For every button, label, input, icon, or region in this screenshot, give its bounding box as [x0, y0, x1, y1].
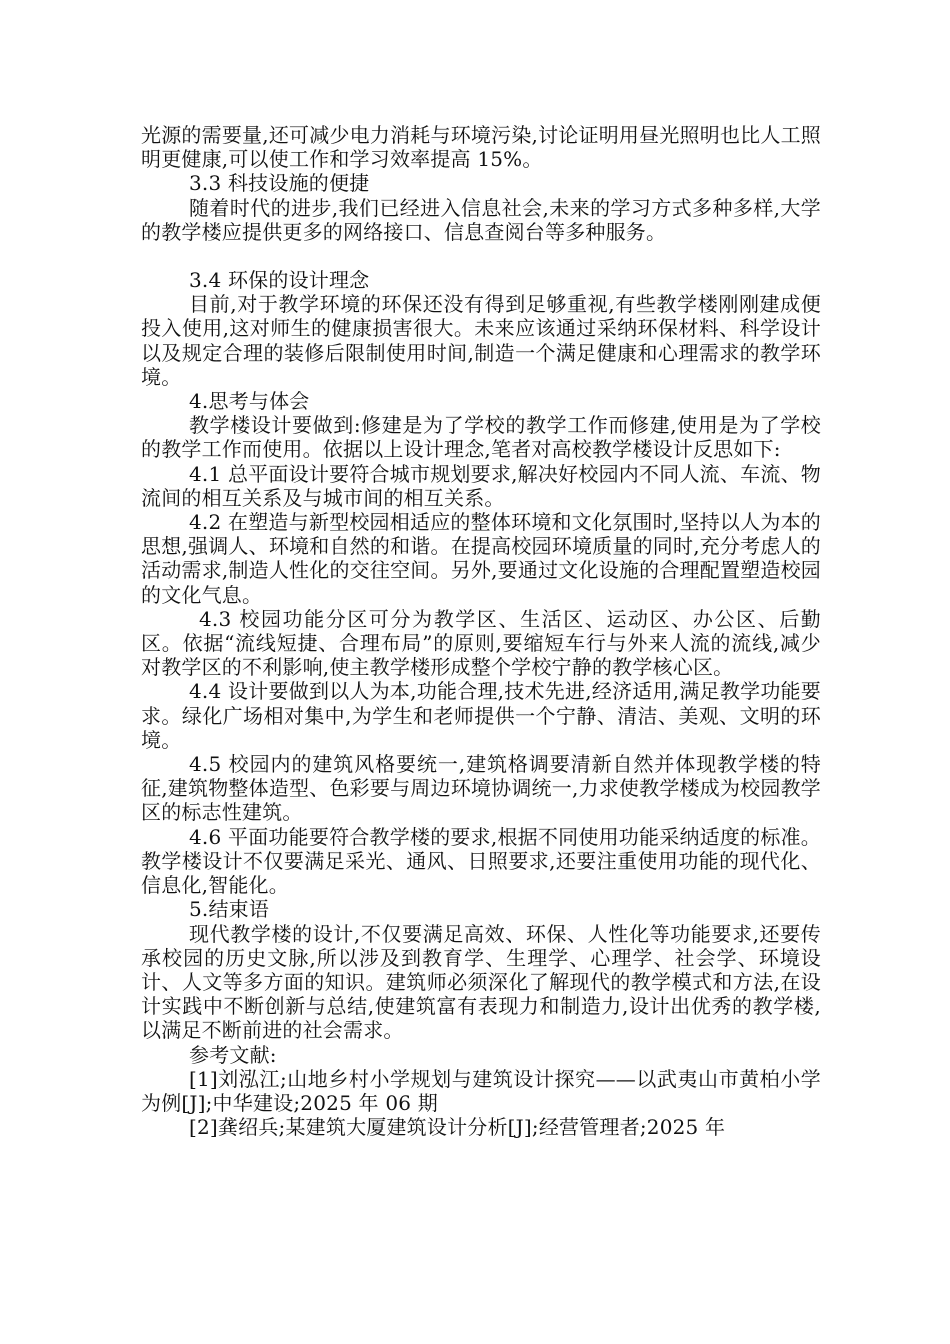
- section-heading-3-4: 3.4 环保的设计理念: [189, 268, 370, 293]
- paragraph-daylight-continuation: 光源的需要量,还可减少电力消耗与环境污染,讨论证明用昼光照明也比人工照明更健康,可以使工作和学习效率提高 15%。: [141, 123, 821, 172]
- reference-item-1: [1]刘泓江;山地乡村小学规划与建筑设计探究——以武夷山市黄柏小学为例[J];中华建设;2025 年 06 期: [141, 1066, 821, 1115]
- list-item-4-2: 4.2 在塑造与新型校园相适应的整体环境和文化氛围时,坚持以人为本的思想,强调人、环境和自然的和谐。在提高校园环境质量的同时,充分考虑人的活动需求,制造人性化的交往空间。另外,要通过文化设施的合理配置塑造校园的文化气息。: [141, 510, 821, 607]
- list-item-4-5: 4.5 校园内的建筑风格要统一,建筑格调要清新自然并体现教学楼的特征,建筑物整体造型、色彩要与周边环境协调统一,力求使教学楼成为校园教学区的标志性建筑。: [141, 752, 821, 825]
- list-item-4-1: 4.1 总平面设计要符合城市规划要求,解决好校园内不同人流、车流、物流间的相互关系及与城市间的相互关系。: [141, 461, 821, 510]
- paragraph-eco-design: 目前,对于教学环境的环保还没有得到足够重视,有些教学楼刚刚建成便投入使用,这对师生的健康损害很大。未来应该通过采纳环保材料、科学设计以及规定合理的装修后限制使用时间,制造一个满足健康和心理需求的教学环境。: [141, 292, 821, 389]
- section-heading-3-3: 3.3 科技设施的便捷: [189, 171, 370, 196]
- references-heading: 参考文献:: [189, 1042, 277, 1067]
- section-heading-5: 5.结束语: [189, 897, 270, 922]
- reference-item-2: [2]龚绍兵;某建筑大厦建筑设计分析[J];经营管理者;2025 年: [189, 1115, 726, 1140]
- list-item-4-6: 4.6 平面功能要符合教学楼的要求,根据不同使用功能采纳适度的标准。教学楼设计不仅要满足采光、通风、日照要求,还要注重使用功能的现代化、信息化,智能化。: [141, 824, 821, 898]
- section-heading-4: 4.思考与体会: [189, 389, 310, 414]
- paragraph-reflection-intro: 教学楼设计要做到:修建是为了学校的教学工作而修建,使用是为了学校的教学工作而使用。依据以上设计理念,笔者对高校教学楼设计反思如下:: [141, 413, 821, 462]
- paragraph-tech-facilities: 随着时代的进步,我们已经进入信息社会,未来的学习方式多种多样,大学的教学楼应提供更多的网络接口、信息查阅台等多种服务。: [141, 195, 821, 244]
- document-body: [141, 123, 821, 1139]
- paragraph-conclusion: 现代教学楼的设计,不仅要满足高效、环保、人性化等功能要求,还要传承校园的历史文脉,所以涉及到教育学、生理学、心理学、社会学、环境设计、人文等多方面的知识。建筑师必须深化了解现代的教学模式和方法,在设计实践中不断创新与总结,使建筑富有表现力和制造力,设计出优秀的教学楼,以满足不断前进的社会需求。: [141, 921, 821, 1043]
- list-item-4-4: 4.4 设计要做到以人为本,功能合理,技术先进,经济适用,满足教学功能要求。绿化广场相对集中,为学生和老师提供一个宁静、清洁、美观、文明的环境。: [141, 679, 821, 752]
- list-item-4-3: 4.3 校园功能分区可分为教学区、生活区、运动区、办公区、后勤区。依据“流线短捷、合理布局”的原则,要缩短车行与外来人流的流线,减少对教学区的不利影响,使主教学楼形成整个学校宁静的教学核心区。: [141, 606, 821, 680]
